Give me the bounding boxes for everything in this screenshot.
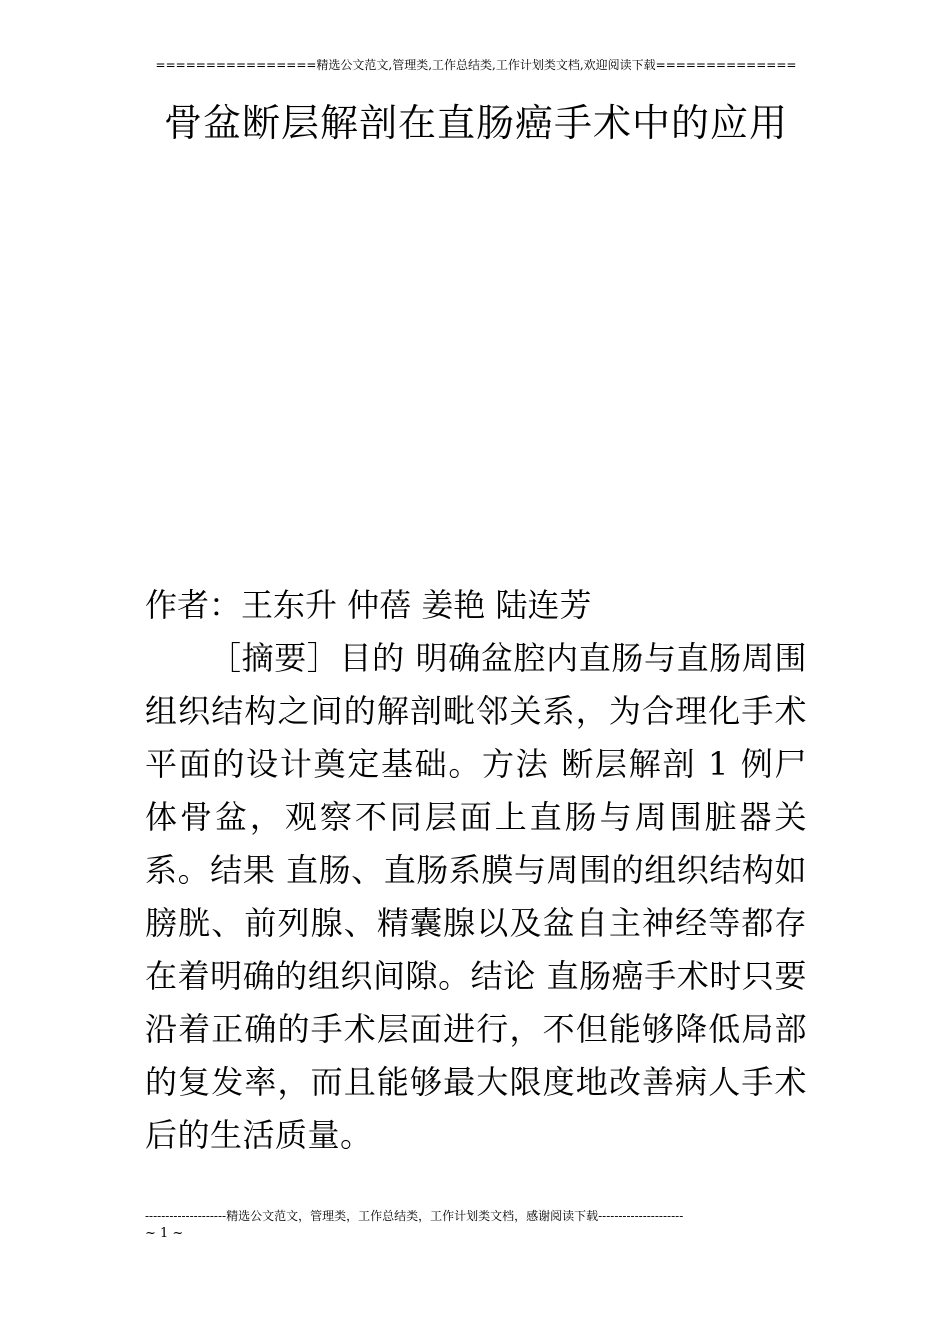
document-title: 骨盆断层解剖在直肠癌手术中的应用: [163, 101, 788, 145]
abstract-paragraph: ［摘要］目的 明确盆腔内直肠与直肠周围组织结构之间的解剖毗邻关系，为合理化手术平面的设计奠定基础。方法 断层解剖 1 例尸体骨盆，观察不同层面上直肠与周围脏器关系。结果 直肠、直肠系膜与周围的组织结构如膀胱、前列腺、精囊腺以及盆自主神经等都存在着明确的组织间隙。结论 直肠癌手术时只要沿着正确的手术层面进行，不但能够降低局部的复发率，而且能够最大限度地改善病人手术后的生活质量。: [145, 639, 807, 1154]
footer-banner: --------------------精选公文范文，管理类，工作总结类，工作计划类文档，感谢阅读下载---------------------: [145, 1209, 684, 1223]
page-number: ~ 1 ~: [145, 1226, 184, 1241]
header-banner: ================精选公文范文,管理类,工作总结类,工作计划类文档,欢迎阅读下载==============: [155, 58, 797, 72]
authors-line: 作者：王东升 仲蓓 姜艳 陆连芳: [145, 586, 592, 624]
